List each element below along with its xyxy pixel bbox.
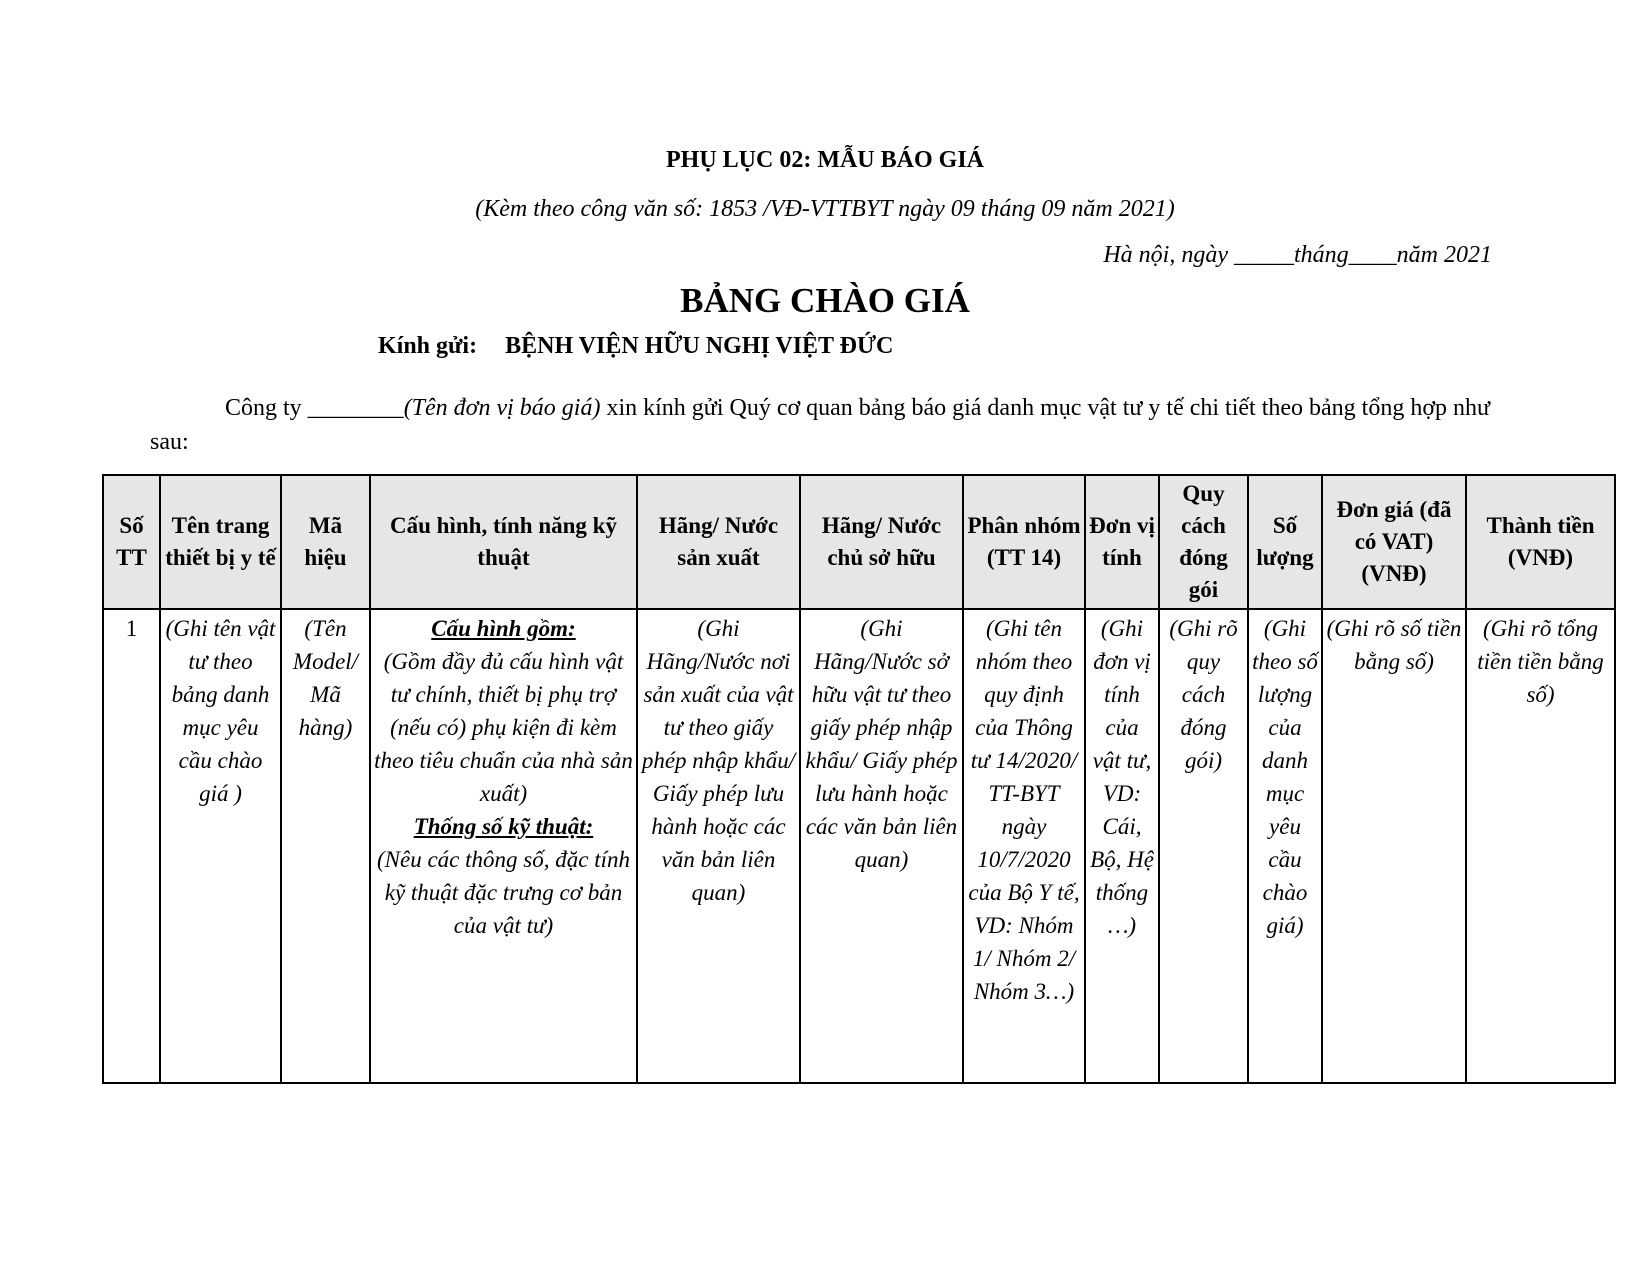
cell-no: 1 (103, 609, 160, 1083)
table-row (103, 609, 1615, 1083)
col-header-unit-price: Đơn giá (đã có VAT) (VNĐ) (1322, 475, 1466, 609)
col-header-manufacturer: Hãng/ Nước sản xuất (637, 475, 800, 609)
spec-text: (Nêu các thông số, đặc tính kỹ thuật đặc trưng cơ bản của vật tư) (377, 847, 630, 938)
col-header-owner: Hãng/ Nước chủ sở hữu (800, 475, 963, 609)
col-header-total: Thành tiền (VNĐ) (1466, 475, 1615, 609)
col-header-model: Mã hiệu (281, 475, 370, 609)
cell-unit-price: (Ghi rõ số tiền bằng số) (1322, 609, 1466, 1083)
main-title: BẢNG CHÀO GIÁ (680, 281, 970, 320)
col-header-unit: Đơn vị tính (1085, 475, 1159, 609)
recipient-label: Kính gửi: (378, 333, 478, 359)
cell-group: (Ghi tên nhóm theo quy định của Thông tư 14/2020/ TT-BYT ngày 10/7/2020 của Bộ Y tế, VD: Nhóm 1/ Nhóm 2/ Nhóm 3…) (963, 609, 1085, 1083)
config-text: (Gồm đầy đủ cấu hình vật tư chính, thiết bị phụ trợ (nếu có) phụ kiện đi kèm theo tiêu chuẩn của nhà sản xuất) (374, 649, 633, 806)
cell-manufacturer: (Ghi Hãng/Nước nơi sản xuất của vật tư theo giấy phép nhập khẩu/ Giấy phép lưu hành hoặc các văn bản liên quan) (637, 609, 800, 1083)
col-header-config: Cấu hình, tính năng kỹ thuật (370, 475, 637, 609)
col-header-device-name: Tên trang thiết bị y tế (160, 475, 281, 609)
cell-quantity: (Ghi theo số lượng của danh mục yêu cầu chào giá) (1248, 609, 1322, 1083)
cell-config (370, 609, 637, 1083)
recipient (378, 333, 893, 360)
cell-unit: (Ghi đơn vị tính của vật tư, VD: Cái, Bộ, Hệ thống …) (1085, 609, 1159, 1083)
attached-note: (Kèm theo công văn số: 1853 /VĐ-VTTBYT ngày 09 tháng 09 năm 2021) (475, 196, 1175, 222)
recipient-name: BỆNH VIỆN HỮU NGHỊ VIỆT ĐỨC (505, 333, 894, 359)
col-header-packing: Quy cách đóng gói (1159, 475, 1248, 609)
spec-heading: Thống số kỹ thuật: (413, 814, 594, 839)
intro-unit-placeholder: (Tên đơn vị báo giá) (403, 395, 601, 421)
table-header-row (103, 475, 1615, 609)
cell-packing: (Ghi rõ quy cách đóng gói) (1159, 609, 1248, 1083)
intro-suffix: xin kính gửi Quý cơ quan bảng báo giá danh mục vật tư y tế chi tiết theo bảng tổng hợp như sau: (150, 395, 1491, 455)
quote-table (102, 474, 1616, 1084)
col-header-quantity: Số lượng (1248, 475, 1322, 609)
col-header-group: Phân nhóm (TT 14) (963, 475, 1085, 609)
cell-model: (Tên Model/ Mã hàng) (281, 609, 370, 1083)
config-heading: Cấu hình gồm: (431, 616, 576, 641)
col-header-no: Số TT (103, 475, 160, 609)
cell-owner: (Ghi Hãng/Nước sở hữu vật tư theo giấy phép nhập khẩu/ Giấy phép lưu hành hoặc các văn bản liên quan) (800, 609, 963, 1083)
cell-device-name: (Ghi tên vật tư theo bảng danh mục yêu cầu chào giá ) (160, 609, 281, 1083)
intro-paragraph (150, 391, 1520, 459)
date-line: Hà nội, ngày _____tháng____năm 2021 (1103, 242, 1492, 268)
cell-total: (Ghi rõ tổng tiền tiền bằng số) (1466, 609, 1615, 1083)
appendix-title: PHỤ LỤC 02: MẪU BÁO GIÁ (666, 147, 984, 173)
intro-prefix: Công ty ________ (225, 395, 404, 421)
